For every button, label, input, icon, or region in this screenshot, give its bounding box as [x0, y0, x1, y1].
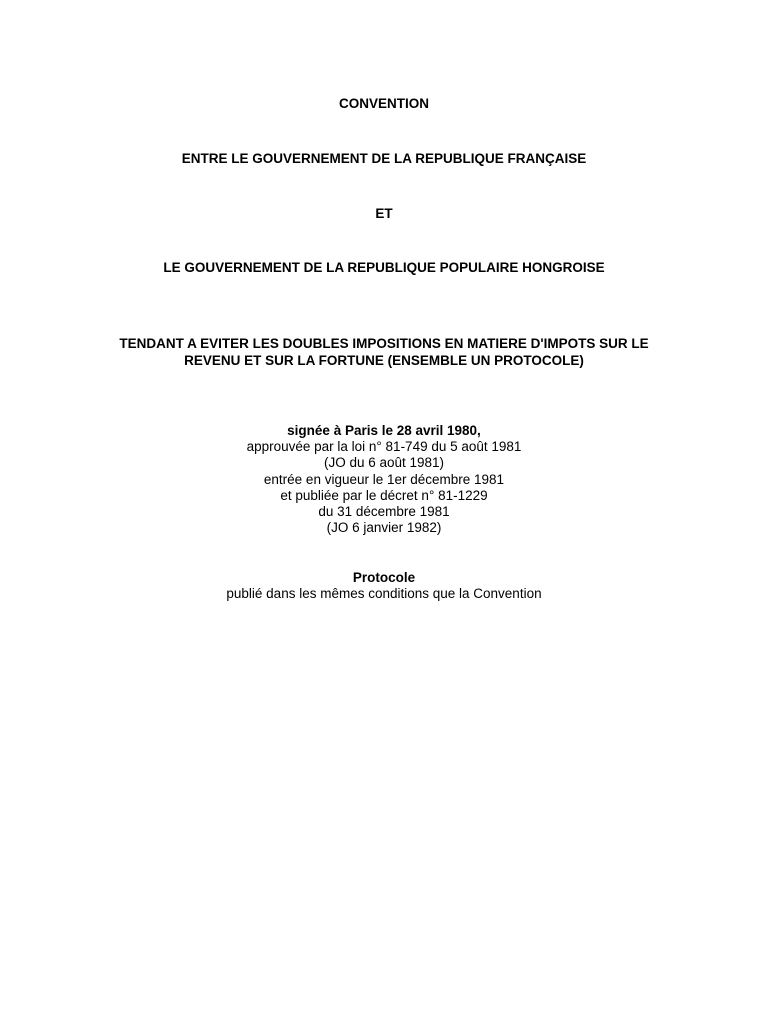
signature-details	[0, 423, 768, 536]
protocol-heading: Protocole	[352, 570, 416, 585]
subject-line-2: REVENU ET SUR LA FORTUNE (ENSEMBLE UN PROTOCOLE)	[184, 352, 584, 368]
parties-conjunction: ET	[375, 206, 393, 221]
convention-subject	[0, 336, 768, 369]
decree-journal: (JO 6 janvier 1982)	[326, 520, 442, 536]
approval-journal: (JO du 6 août 1981)	[323, 455, 445, 471]
decree-date: du 31 décembre 1981	[318, 504, 450, 520]
approval-law: approuvée par la loi n° 81-749 du 5 août 1981	[246, 439, 522, 455]
protocol-text: publié dans les mêmes conditions que la Convention	[226, 586, 542, 602]
entry-into-force: entrée en vigueur le 1er décembre 1981	[263, 471, 505, 487]
document-title: CONVENTION	[338, 96, 429, 111]
subject-line-1: TENDANT A EVITER LES DOUBLES IMPOSITIONS EN MATIERE D'IMPOTS SUR LE	[119, 336, 649, 351]
party-france: ENTRE LE GOUVERNEMENT DE LA REPUBLIQUE FRANÇAISE	[181, 151, 587, 166]
signed-date: signée à Paris le 28 avril 1980,	[287, 423, 481, 438]
protocol-section	[0, 570, 768, 602]
publication-decree: et publiée par le décret n° 81-1229	[280, 487, 488, 503]
party-hungary: LE GOUVERNEMENT DE LA REPUBLIQUE POPULAIRE HONGROISE	[163, 260, 605, 275]
